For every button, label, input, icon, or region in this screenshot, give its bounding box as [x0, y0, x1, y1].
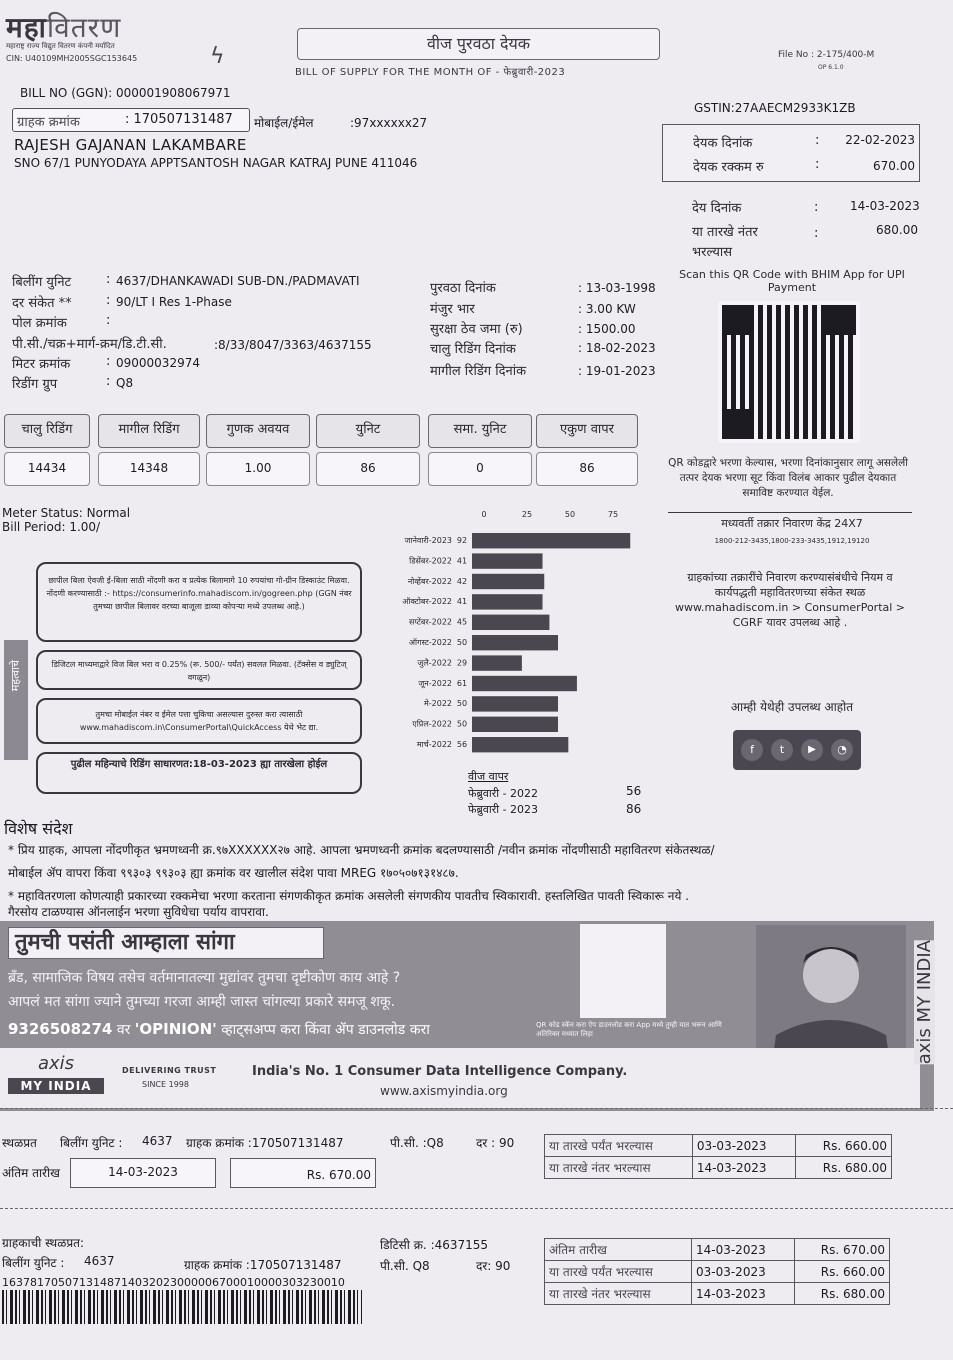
consumption-bar — [472, 553, 543, 568]
consumption-bar — [472, 655, 522, 670]
axis-vertical-logo: axis MY INDIA — [914, 940, 935, 1065]
data-label: 41 — [456, 556, 468, 566]
consumption-bar — [472, 533, 630, 548]
consumption-bar — [472, 717, 558, 732]
slip2-row-amount: Rs. 670.00 — [794, 1239, 889, 1261]
consumption-bar — [472, 594, 543, 609]
consumer-number-box — [12, 108, 250, 132]
slip2-row-label: या तारखे पर्यंत भरल्यास — [545, 1261, 692, 1283]
x-tick-label: 25 — [521, 510, 533, 519]
col-multiplier: गुणक अवयव — [206, 414, 310, 448]
x-tick-label: 75 — [607, 510, 619, 519]
bill-period: Bill Period: 1.00/ — [2, 520, 101, 534]
category-label: जून-2022 — [418, 678, 452, 688]
slip1-rate: दर : 90 — [476, 1136, 515, 1150]
ad-phone-rest: वर — [112, 1022, 135, 1038]
category-label: ऑगस्ट-2022 — [408, 638, 452, 647]
payment-barcode — [2, 1290, 362, 1324]
slip1-unit: 4637 — [142, 1134, 173, 1148]
slip1-prefix: स्थळप्रत — [2, 1136, 37, 1150]
previous-reading-date-label: मागील रिडिंग दिनांक — [430, 364, 527, 379]
units: 86 — [316, 452, 420, 486]
ad-opinion: 'OPINION' — [134, 1020, 217, 1038]
reading-group-label: रिडींग ग्रुप — [12, 377, 58, 392]
colon: : — [106, 313, 111, 328]
consumption-bar — [472, 635, 558, 650]
category-label: जानेवारी-2023 — [404, 536, 452, 545]
consumer-number-label: ग्राहक क्रमांक — [17, 115, 80, 130]
multiplier: 1.00 — [206, 452, 310, 486]
after-date-label: या तारखे नंतर — [692, 225, 758, 240]
due-date-label: देय दिनांक — [692, 201, 742, 216]
ad-title: तुमची पसंती आम्हाला सांगा — [8, 927, 324, 959]
slip1-consumer: ग्राहक क्रमांक :170507131487 — [186, 1136, 344, 1150]
adjusted-units: 0 — [428, 452, 532, 486]
grievance-text: ग्राहकांच्या तक्रारींचे निवारण करण्यासंबंधीचे नियम व कार्यपद्धती महावितरणच्या संकेत स्थळ www.mahadiscom.in > ConsumerPortal > CGRF यावर उपलब्ध आहे . — [674, 571, 906, 629]
meter-no: 09000032974 — [116, 356, 200, 370]
delivering-trust: DELIVERING TRUST — [122, 1066, 217, 1075]
security-deposit-label: सुरक्षा ठेव जमा (रु) — [430, 322, 523, 337]
company-name: महाराष्ट्र राज्य विद्युत वितरण कंपनी मर्यादित — [6, 42, 115, 50]
slip2-row-amount: Rs. 660.00 — [794, 1261, 889, 1283]
category-label: ऑक्टोबर-2022 — [402, 597, 452, 607]
cut-line — [0, 1108, 953, 1109]
colon: : — [106, 374, 111, 389]
slip1-payment-table — [544, 1134, 892, 1179]
slip1-row-date: 14-03-2023 — [692, 1157, 795, 1179]
data-label: 50 — [456, 719, 468, 729]
divider — [668, 512, 912, 513]
cut-line — [0, 1208, 953, 1209]
due-date: 14-03-2023 — [850, 199, 920, 213]
axis-url[interactable]: www.axismyindia.org — [380, 1084, 508, 1098]
supply-date: : 13-03-1998 — [578, 281, 656, 295]
tariff-label: दर संकेत ** — [12, 296, 72, 311]
ad-qr-code[interactable] — [580, 924, 666, 1018]
consumption-bar — [472, 615, 549, 630]
sanctioned-load-label: मंजुर भार — [430, 302, 475, 317]
twitter-icon[interactable]: t — [771, 739, 793, 761]
billing-unit: 4637/DHANKAWADI SUB-DN./PADMAVATI — [116, 274, 360, 288]
sanctioned-load: : 3.00 KW — [578, 302, 636, 316]
current-reading-date: : 18-02-2023 — [578, 341, 656, 355]
consumption-month-2: फेब्रुवारी - 2023 — [468, 803, 539, 816]
slip2-row-label: या तारखे नंतर भरल्यास — [545, 1283, 692, 1305]
grievance-numbers: 1800-212-3435,1800-233-3435,1912,19120 — [714, 537, 870, 545]
current-reading-date-label: चालु रिडिंग दिनांक — [430, 342, 516, 357]
col-total-usage: एकुण वापर — [536, 414, 638, 448]
slip1-last-date-label: अंतिम तारीख — [2, 1166, 60, 1180]
bill-title: वीज पुरवठा देयक — [297, 28, 660, 60]
special-message-title: विशेष संदेश — [4, 819, 73, 838]
previous-reading-date: : 19-01-2023 — [578, 364, 656, 378]
slip1-row-label: या तारखे पर्यंत भरल्यास — [545, 1135, 693, 1157]
category-label: सप्टेंबर-2022 — [408, 617, 452, 627]
colon: : — [815, 133, 820, 148]
notice-update-contact: तुमचा मोबाईल नंबर व ईमेल पत्ता चुकिचा असल्यास दुरुस्त करा त्यासाठी www.mahadiscom.in\ConsumerPortal\QuickAccess येथे भेट द्या. — [36, 698, 362, 744]
slip1-pc: पी.सी. :Q8 — [390, 1136, 444, 1150]
ad-line-1: ब्रँड, सामाजिक विषय तसेच वर्तमानातल्या मुद्यांवर तुमचा दृष्टीकोण काय आहे ? — [8, 970, 401, 986]
qr-note: QR कोडद्वारे भरणा केल्यास, भरणा दिनांकानुसार लागू असलेली तत्पर देयक भरणा सूट किंवा विलंब आकार पुढील देयकात समाविष्ट करण्यात येईल. — [668, 457, 908, 499]
facebook-icon[interactable]: f — [741, 739, 763, 761]
data-label: 41 — [456, 597, 468, 607]
category-label: एप्रिल-2022 — [412, 719, 452, 729]
social-bar — [733, 730, 861, 770]
category-label: जुलै-2022 — [417, 658, 452, 668]
mahavitaran-logo: महावितरण — [6, 11, 122, 44]
upi-qr-code[interactable] — [718, 301, 860, 443]
cin-number: CIN: U40109MH2005SGC153645 — [6, 54, 138, 63]
slip2-row-date: 03-03-2023 — [691, 1261, 794, 1283]
category-label: मे-2022 — [423, 699, 452, 709]
consumption-value-2: 86 — [626, 802, 642, 816]
after-amount: 680.00 — [876, 223, 918, 237]
category-label: मार्च-2022 — [416, 740, 452, 749]
ad-phone-number: 9326508274 — [8, 1020, 113, 1038]
slip1-unit-label: बिलींग युनिट : — [60, 1136, 123, 1150]
security-deposit: : 1500.00 — [578, 322, 636, 336]
slip2-row-date: 14-03-2023 — [691, 1239, 794, 1261]
consumption-month-1: फेब्रुवारी - 2022 — [468, 787, 539, 800]
meter-no-label: मिटर क्रमांक — [12, 357, 71, 372]
notice-go-green: छापील बिला ऐवजी ई-बिला साठी नोंदणी करा व प्रत्येक बिलामागे 10 रुपयांचा गो-ग्रीन डिस्काउंट मिळवा. नोंदणी करण्यासाठी :- https://consumerinfo.mahadiscom.in/gogreen.php (GGN नंबर तुमच्या छापील बिलावर वरच्या बाजूला डाव्या कोपऱ्या मध्ये उपलब्ध आहे.) — [36, 562, 362, 642]
axis-logo: axis — [37, 1053, 75, 1074]
notice-next-reading: पुढील महिन्याचे रिडिंग साधारणत:18-03-2023 ह्या तारखेला होईल — [36, 752, 362, 794]
data-label: 50 — [456, 699, 468, 709]
axis-logo-sub: MY INDIA — [8, 1078, 104, 1094]
bill-number: BILL NO (GGN): 000001908067971 — [20, 86, 231, 100]
slip2-unit-label: बिलींग युनिट : — [2, 1256, 65, 1270]
slip1-row-label: या तारखे नंतर भरल्यास — [545, 1157, 693, 1179]
ad-qr-caption: QR कोड स्कॅन करा ऐप डाउनलोड करा App मध्ये तुम्ही यात भरून आणि अतिरिक्त मध्यात लिहा — [536, 1021, 722, 1038]
special-line-2: मोबाईल ॲप वापरा किंवा ९९३०३ ९९३०३ ह्या क्रमांक वर खालील संदेश पावा MREG १७०५०७१३१४८७. — [8, 866, 459, 880]
mobile-value: :97xxxxxx27 — [350, 116, 428, 130]
slip2-row-label: अंतिम तारीख — [545, 1239, 692, 1261]
mobile-label: मोबाईल/ईमेल — [254, 116, 314, 130]
consumption-bar — [472, 737, 568, 752]
slip2-rate: दर: 90 — [476, 1259, 511, 1273]
slip1-amount: Rs. 670.00 — [230, 1158, 376, 1188]
tariff: 90/LT I Res 1-Phase — [116, 295, 232, 309]
category-label: नोव्हेंबर-2022 — [407, 576, 452, 586]
file-number: File No : 2-175/400-M — [778, 50, 875, 60]
data-label: 50 — [456, 638, 468, 647]
bill-month: BILL OF SUPPLY FOR THE MONTH OF - फेब्रुवारी-2023 — [295, 67, 566, 78]
gstin: GSTIN:27AAECM2933K1ZB — [694, 101, 856, 115]
ad-phone — [8, 1020, 430, 1039]
colon: : — [106, 354, 111, 369]
since-1998: SINCE 1998 — [142, 1080, 189, 1089]
slip2-title: ग्राहकाची स्थळप्रत: — [2, 1236, 85, 1250]
slip2-unit: 4637 — [84, 1254, 115, 1268]
x-tick-label: 0 — [481, 510, 487, 519]
col-adjusted-units: समा. युनिट — [428, 414, 532, 448]
bill-amount-label: देयक रक्कम रु — [693, 160, 764, 175]
consumption-chart — [390, 502, 650, 762]
available-label: आम्ही येथेही उपलब्ध आहोत — [730, 700, 854, 714]
colon: : — [814, 226, 819, 241]
slip1-last-date: 14-03-2023 — [70, 1158, 216, 1188]
slip2-row-amount: Rs. 680.00 — [794, 1283, 889, 1305]
logo-mark-icon: ϟ — [210, 44, 225, 69]
ad-phone-tail: व्हाट्सअप्प करा किंवा ॲप डाउनलोड करा — [216, 1022, 430, 1038]
consumption-bar — [472, 696, 558, 711]
data-label: 29 — [456, 658, 468, 668]
previous-reading: 14348 — [98, 452, 200, 486]
bill-amount: 670.00 — [873, 159, 915, 173]
after-date-label-2: भरल्यास — [692, 245, 733, 260]
important-tab — [4, 640, 28, 760]
app-icon[interactable]: ◔ — [831, 739, 853, 761]
x-tick-label: 50 — [564, 510, 576, 519]
meter-status: Meter Status: Normal — [2, 506, 131, 520]
consumption-title: वीज वापर — [468, 770, 509, 783]
slip2-consumer: ग्राहक क्रमांक :170507131487 — [184, 1258, 342, 1272]
category-label: डिसेंबर-2022 — [409, 556, 452, 566]
colon: : — [814, 200, 819, 215]
slip1-row-date: 03-03-2023 — [692, 1135, 795, 1157]
special-line-1: * प्रिय ग्राहक, आपला नोंदणीकृत भ्रमणध्वनी क्र.९७XXXXXX२७ आहे. आपला भ्रमणध्वनी क्रमांक बदलण्यासाठी /नवीन क्रमांक नोंदणीसाठी महावितरण संकेतस्थळ/ — [8, 843, 715, 857]
special-line-3: * महावितरणला कोणत्याही प्रकारच्या रक्कमेचा भरणा करताना संगणकीकृत क्रमांक असलेली संगणकीय पावतीच स्विकारावी. हस्तलिखित पावती स्विकारू नये . — [8, 889, 690, 903]
supply-date-label: पुरवठा दिनांक — [430, 281, 496, 296]
data-label: 45 — [456, 617, 468, 627]
pc-route-label: पी.सी./चक्र+मार्ग-क्रम/डि.टी.सी. — [12, 337, 167, 352]
current-reading: 14434 — [4, 452, 90, 486]
notice-digital-payment: डिजिटल माध्यमाद्वारे विज बिल भरा व 0.25% (रू. 500/- पर्यंत) सवलत मिळवा. (टॅक्सेस व ड्युटिज् वगळून) — [36, 650, 362, 690]
colon: : — [815, 157, 820, 172]
consumption-value-1: 56 — [626, 784, 642, 798]
total-usage: 86 — [536, 452, 638, 486]
colon: : — [106, 272, 111, 287]
slip2-row-date: 14-03-2023 — [691, 1283, 794, 1305]
data-label: 61 — [456, 678, 468, 688]
ad-line-2: आपलं मत सांगा ज्याने तुमच्या गरजा आम्ही जास्त चांगल्या प्रकारे समजू शकू. — [8, 994, 396, 1010]
youtube-icon[interactable]: ▶ — [801, 739, 823, 761]
axis-tagline: India's No. 1 Consumer Data Intelligence Company. — [252, 1064, 628, 1079]
colon: : — [106, 293, 111, 308]
col-units: युनिट — [316, 414, 420, 448]
consumer-number: : 170507131487 — [125, 112, 233, 127]
consumption-bar — [472, 574, 544, 589]
customer-name: RAJESH GAJANAN LAKAMBARE — [14, 136, 247, 154]
slip2-barcode-text: 1637817050713148714032023000006700010000303230010 — [2, 1276, 345, 1289]
consumption-bar — [472, 676, 577, 691]
col-current-reading: चालु रिडिंग — [4, 414, 90, 448]
slip1-row-amount: Rs. 660.00 — [796, 1135, 892, 1157]
pole-label: पोल क्रमांक — [12, 316, 67, 331]
qr-caption: Scan this QR Code with BHIM App for UPI Payment — [679, 268, 905, 294]
file-sub: OP 6.1.0 — [818, 64, 844, 71]
billing-unit-label: बिलींग युनिट — [12, 275, 72, 290]
pc-route: :8/33/8047/3363/4637155 — [214, 338, 372, 352]
data-label: 42 — [456, 576, 468, 586]
bill-date-label: देयक दिनांक — [693, 136, 753, 151]
data-label: 56 — [456, 740, 468, 749]
slip2-pc: पी.सी. Q8 — [380, 1259, 430, 1273]
grievance-title: मध्यवर्ती तक्रार निवारण केंद्र 24X7 — [721, 517, 863, 530]
reading-group: Q8 — [116, 376, 134, 390]
customer-address: SNO 67/1 PUNYODAYA APPTSANTOSH NAGAR KATRAJ PUNE 411046 — [14, 156, 418, 170]
data-label: 92 — [456, 536, 468, 545]
slip1-row-amount: Rs. 680.00 — [796, 1157, 892, 1179]
col-previous-reading: मागील रिडिंग — [98, 414, 200, 448]
bill-amount-box — [662, 124, 920, 182]
bill-date: 22-02-2023 — [845, 133, 915, 147]
slip2-dtc: डिटिसी क्र. :4637155 — [380, 1238, 489, 1252]
important-tab-label: महत्वाचे — [9, 660, 22, 692]
slip2-payment-table — [544, 1238, 890, 1305]
special-line-4: गैरसोय टाळण्यास ऑनलाईन भरणा सुविधेचा पर्याय वापरावा. — [8, 905, 269, 919]
